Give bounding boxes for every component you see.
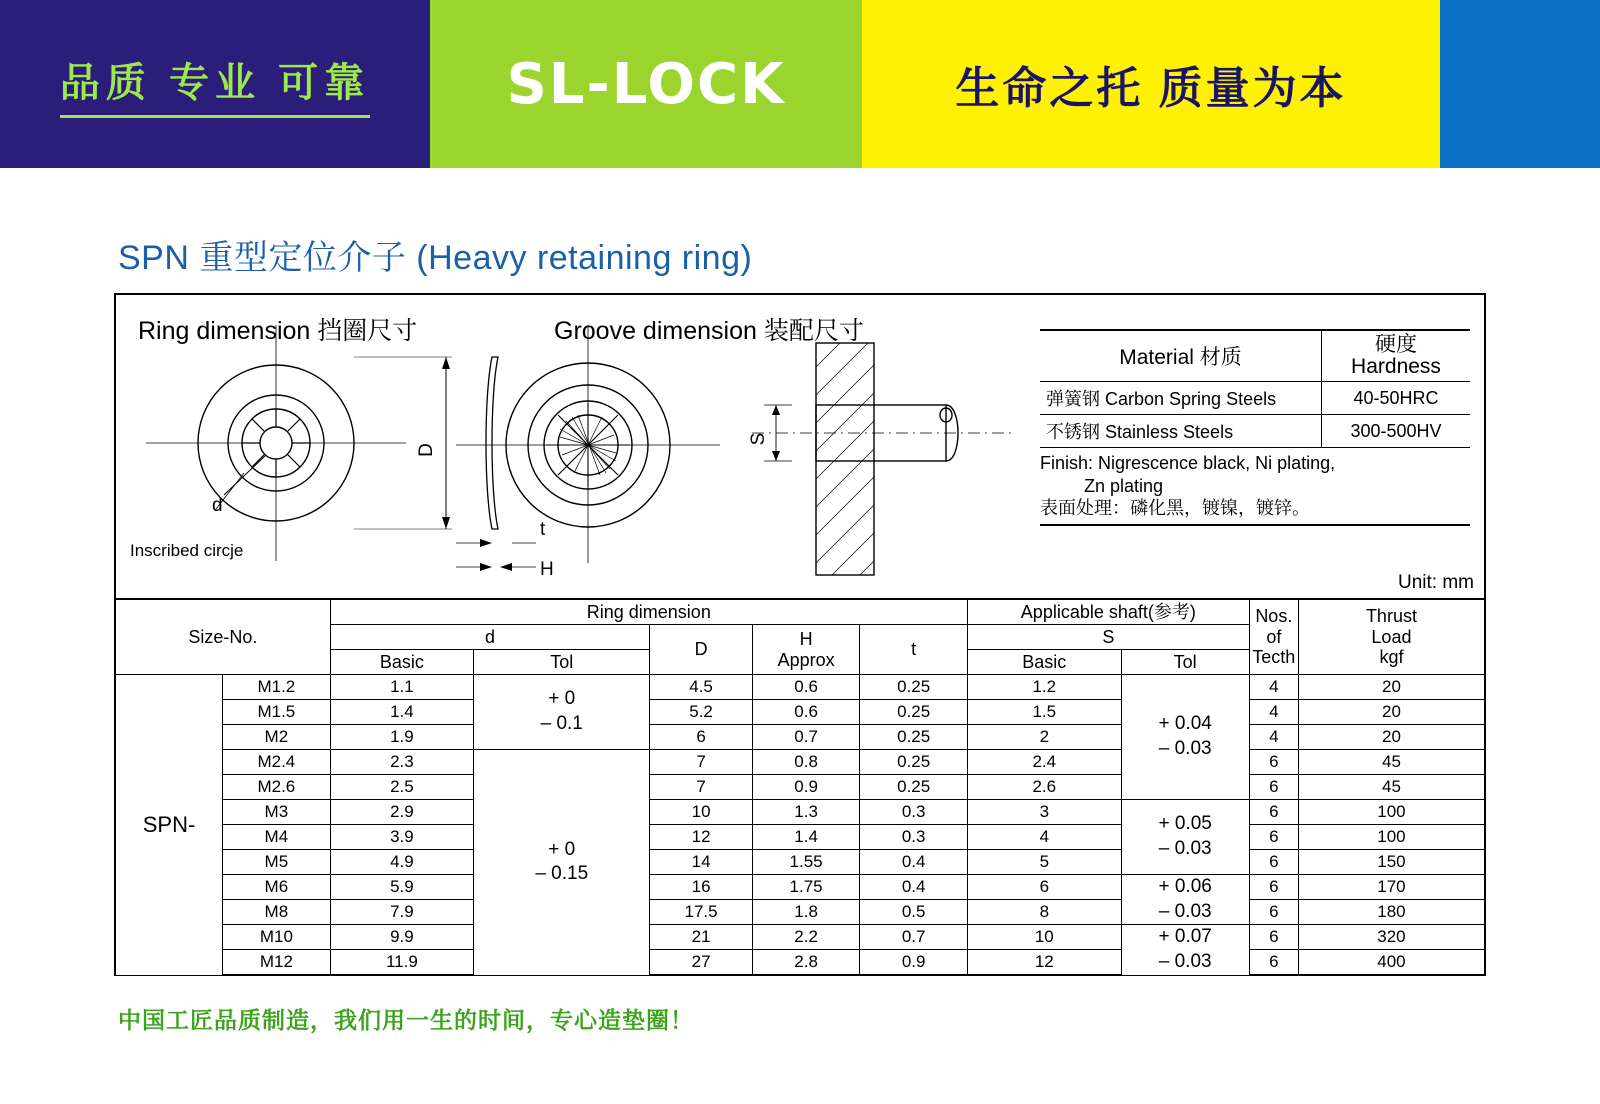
cell-s-basic: 1.2 bbox=[967, 675, 1121, 700]
cell-H: 0.6 bbox=[752, 700, 860, 725]
cell-teeth: 6 bbox=[1249, 825, 1298, 850]
material-name: 弹簧钢 Carbon Spring Steels bbox=[1040, 382, 1322, 415]
th-nos-of-teeth bbox=[1249, 599, 1298, 675]
cell-teeth: 6 bbox=[1249, 950, 1298, 976]
cell-d-tol bbox=[474, 675, 650, 750]
cell-s-basic: 1.5 bbox=[967, 700, 1121, 725]
cell-size: M10 bbox=[223, 925, 331, 950]
banner-segment-slogan-right bbox=[862, 0, 1440, 168]
cell-H: 0.8 bbox=[752, 750, 860, 775]
diagram-panel bbox=[114, 293, 1486, 598]
cell-s-basic: 12 bbox=[967, 950, 1121, 976]
banner-segment-brand bbox=[430, 0, 862, 168]
cell-d-basic: 11.9 bbox=[330, 950, 473, 976]
th-D: D bbox=[650, 625, 752, 675]
cell-d-basic: 1.4 bbox=[330, 700, 473, 725]
cell-size: M2.4 bbox=[223, 750, 331, 775]
cell-s-basic: 6 bbox=[967, 875, 1121, 900]
cell-t: 0.4 bbox=[860, 850, 968, 875]
label-d: d bbox=[212, 495, 223, 516]
table-row bbox=[115, 900, 1485, 925]
cell-D: 21 bbox=[650, 925, 752, 950]
th-thrust-load bbox=[1298, 599, 1485, 675]
inscribed-circle-label: Inscribed circje bbox=[130, 541, 244, 560]
cell-H: 1.75 bbox=[752, 875, 860, 900]
ring-dimension-heading: Ring dimension 挡圈尺寸 bbox=[138, 317, 418, 345]
s-tol-minus: – 0.03 bbox=[1158, 951, 1212, 973]
cell-s-basic: 3 bbox=[967, 800, 1121, 825]
cell-teeth: 6 bbox=[1249, 775, 1298, 800]
th-S: S bbox=[967, 625, 1249, 650]
cell-size: M5 bbox=[223, 850, 331, 875]
brand-logo-text: SL-LOCK bbox=[506, 51, 786, 117]
cell-s-basic: 2.4 bbox=[967, 750, 1121, 775]
finish-line-3: 表面处理：磷化黑，镀镍，镀锌。 bbox=[1040, 498, 1310, 519]
cell-size: M12 bbox=[223, 950, 331, 976]
cell-D: 12 bbox=[650, 825, 752, 850]
cell-H: 2.8 bbox=[752, 950, 860, 976]
th-H-main: H bbox=[799, 628, 813, 649]
cell-d-basic: 2.3 bbox=[330, 750, 473, 775]
groove-dimension-heading: Groove dimension 装配尺寸 bbox=[554, 317, 864, 345]
table-row bbox=[115, 850, 1485, 875]
th-nos-line1: Nos. bbox=[1255, 605, 1293, 626]
cell-teeth: 6 bbox=[1249, 925, 1298, 950]
cell-D: 5.2 bbox=[650, 700, 752, 725]
table-row bbox=[115, 775, 1485, 800]
cell-thrust: 150 bbox=[1298, 850, 1485, 875]
cell-H: 1.4 bbox=[752, 825, 860, 850]
th-nos-line2: of bbox=[1266, 626, 1282, 647]
hardness-header-en: Hardness bbox=[1351, 355, 1441, 379]
cell-thrust: 45 bbox=[1298, 750, 1485, 775]
th-size-no: Size-No. bbox=[115, 599, 330, 675]
cell-size: M6 bbox=[223, 875, 331, 900]
table-row bbox=[115, 750, 1485, 775]
table-row bbox=[115, 950, 1485, 976]
banner-segment-slogan-left bbox=[0, 0, 430, 168]
label-D: D bbox=[416, 443, 437, 457]
cell-d-basic: 4.9 bbox=[330, 850, 473, 875]
header-banner bbox=[0, 0, 1600, 168]
s-tol-plus: + 0.07 bbox=[1158, 926, 1212, 948]
cell-s-tol bbox=[1121, 675, 1249, 800]
cell-d-basic: 9.9 bbox=[330, 925, 473, 950]
cell-t: 0.9 bbox=[860, 950, 968, 976]
cell-d-basic: 5.9 bbox=[330, 875, 473, 900]
material-underline bbox=[1040, 520, 1470, 526]
slogan-left-text: 品质 专业 可靠 bbox=[60, 51, 370, 118]
d-tol-plus: + 0 bbox=[548, 688, 576, 710]
cell-t: 0.25 bbox=[860, 750, 968, 775]
cell-thrust: 320 bbox=[1298, 925, 1485, 950]
th-t: t bbox=[860, 625, 968, 675]
banner-segment-blue bbox=[1440, 0, 1600, 168]
finish-notes bbox=[1040, 448, 1470, 520]
th-thrust-line1: Thrust bbox=[1365, 605, 1417, 626]
label-t: t bbox=[540, 519, 546, 540]
s-tol-minus: – 0.03 bbox=[1158, 738, 1212, 759]
footer-slogan: 中国工匠品质制造，我们用一生的时间，专心造垫圈！ bbox=[118, 1007, 694, 1034]
s-tol-plus: + 0.06 bbox=[1158, 876, 1212, 897]
cell-thrust: 45 bbox=[1298, 775, 1485, 800]
slogan-right-text: 生命之托 质量为本 bbox=[955, 64, 1347, 113]
material-hardness: 300-500HV bbox=[1322, 415, 1471, 448]
cell-d-tol bbox=[474, 750, 650, 976]
cell-H: 1.3 bbox=[752, 800, 860, 825]
material-table bbox=[1040, 329, 1470, 526]
cell-size: M2.6 bbox=[223, 775, 331, 800]
cell-size: M4 bbox=[223, 825, 331, 850]
cell-teeth: 6 bbox=[1249, 800, 1298, 825]
cell-t: 0.25 bbox=[860, 675, 968, 700]
d-tol-minus: – 0.15 bbox=[535, 863, 589, 885]
hardness-header-cn: 硬度 bbox=[1375, 333, 1417, 356]
th-d-basic: Basic bbox=[330, 650, 473, 675]
cell-D: 14 bbox=[650, 850, 752, 875]
table-row bbox=[115, 800, 1485, 825]
th-d: d bbox=[330, 625, 650, 650]
cell-teeth: 6 bbox=[1249, 850, 1298, 875]
cell-thrust: 180 bbox=[1298, 900, 1485, 925]
th-s-tol: Tol bbox=[1121, 650, 1249, 675]
th-applicable-shaft: Applicable shaft(参考) bbox=[967, 599, 1249, 625]
cell-t: 0.25 bbox=[860, 700, 968, 725]
technical-drawings bbox=[116, 295, 1116, 600]
cell-d-basic: 2.9 bbox=[330, 800, 473, 825]
hardness-header-cell bbox=[1322, 330, 1471, 382]
th-s-basic: Basic bbox=[967, 650, 1121, 675]
cell-d-basic: 1.9 bbox=[330, 725, 473, 750]
s-tol-plus: + 0.05 bbox=[1158, 813, 1212, 835]
cell-s-basic: 4 bbox=[967, 825, 1121, 850]
cell-H: 0.6 bbox=[752, 675, 860, 700]
s-tol-minus: – 0.03 bbox=[1158, 838, 1212, 859]
cell-teeth: 6 bbox=[1249, 750, 1298, 775]
table-row bbox=[115, 825, 1485, 850]
unit-label: Unit: mm bbox=[1398, 572, 1474, 593]
material-header-cell: Material 材质 bbox=[1040, 330, 1322, 382]
cell-size: M8 bbox=[223, 900, 331, 925]
cell-d-basic: 3.9 bbox=[330, 825, 473, 850]
cell-D: 7 bbox=[650, 775, 752, 800]
label-H: H bbox=[540, 559, 554, 580]
cell-teeth: 4 bbox=[1249, 675, 1298, 700]
material-row bbox=[1040, 415, 1470, 448]
cell-D: 10 bbox=[650, 800, 752, 825]
cell-size: M2 bbox=[223, 725, 331, 750]
s-tol-minus: – 0.03 bbox=[1158, 900, 1212, 922]
table-row bbox=[115, 700, 1485, 725]
cell-t: 0.25 bbox=[860, 775, 968, 800]
table-row bbox=[115, 675, 1485, 700]
cell-t: 0.7 bbox=[860, 925, 968, 950]
specification-table bbox=[114, 598, 1486, 976]
d-tol-plus: + 0 bbox=[548, 838, 576, 860]
cell-D: 16 bbox=[650, 875, 752, 900]
cell-s-basic: 10 bbox=[967, 925, 1121, 950]
cell-t: 0.3 bbox=[860, 825, 968, 850]
material-row bbox=[1040, 382, 1470, 415]
cell-s-tol bbox=[1121, 875, 1249, 925]
cell-d-basic: 2.5 bbox=[330, 775, 473, 800]
cell-size: M3 bbox=[223, 800, 331, 825]
cell-t: 0.4 bbox=[860, 875, 968, 900]
cell-s-basic: 8 bbox=[967, 900, 1121, 925]
cell-teeth: 6 bbox=[1249, 875, 1298, 900]
s-tol-plus: + 0.04 bbox=[1158, 713, 1212, 735]
cell-s-basic: 5 bbox=[967, 850, 1121, 875]
th-ring-dimension: Ring dimension bbox=[330, 599, 967, 625]
cell-thrust: 400 bbox=[1298, 950, 1485, 976]
material-hardness: 40-50HRC bbox=[1322, 382, 1471, 415]
cell-thrust: 20 bbox=[1298, 700, 1485, 725]
page-title: SPN 重型定位介子 (Heavy retaining ring) bbox=[118, 239, 753, 277]
cell-D: 7 bbox=[650, 750, 752, 775]
cell-s-basic: 2.6 bbox=[967, 775, 1121, 800]
cell-D: 4.5 bbox=[650, 675, 752, 700]
cell-d-basic: 1.1 bbox=[330, 675, 473, 700]
cell-teeth: 4 bbox=[1249, 700, 1298, 725]
cell-d-basic: 7.9 bbox=[330, 900, 473, 925]
cell-s-tol bbox=[1121, 925, 1249, 976]
cell-teeth: 6 bbox=[1249, 900, 1298, 925]
cell-H: 2.2 bbox=[752, 925, 860, 950]
th-thrust-line2: Load bbox=[1371, 626, 1412, 647]
cell-thrust: 20 bbox=[1298, 725, 1485, 750]
cell-H: 1.55 bbox=[752, 850, 860, 875]
cell-s-basic: 2 bbox=[967, 725, 1121, 750]
series-label: SPN- bbox=[115, 675, 223, 976]
cell-thrust: 170 bbox=[1298, 875, 1485, 900]
cell-t: 0.5 bbox=[860, 900, 968, 925]
th-thrust-line3: kgf bbox=[1379, 647, 1404, 668]
th-d-tol: Tol bbox=[474, 650, 650, 675]
cell-thrust: 20 bbox=[1298, 675, 1485, 700]
table-row bbox=[115, 725, 1485, 750]
cell-size: M1.2 bbox=[223, 675, 331, 700]
cell-D: 6 bbox=[650, 725, 752, 750]
cell-H: 0.9 bbox=[752, 775, 860, 800]
cell-H: 1.8 bbox=[752, 900, 860, 925]
finish-line-2: Zn plating bbox=[1084, 475, 1164, 496]
cell-s-tol bbox=[1121, 800, 1249, 875]
cell-t: 0.3 bbox=[860, 800, 968, 825]
th-nos-line3: Tecth bbox=[1252, 647, 1296, 668]
cell-size: M1.5 bbox=[223, 700, 331, 725]
th-H-sub: Approx bbox=[777, 649, 835, 670]
th-H bbox=[752, 625, 860, 675]
table-row bbox=[115, 875, 1485, 900]
label-S: S bbox=[748, 432, 769, 446]
table-row bbox=[115, 925, 1485, 950]
cell-thrust: 100 bbox=[1298, 825, 1485, 850]
cell-thrust: 100 bbox=[1298, 800, 1485, 825]
material-name: 不锈钢 Stainless Steels bbox=[1040, 415, 1322, 448]
cell-teeth: 4 bbox=[1249, 725, 1298, 750]
d-tol-minus: – 0.1 bbox=[540, 713, 583, 734]
cell-D: 27 bbox=[650, 950, 752, 976]
cell-H: 0.7 bbox=[752, 725, 860, 750]
cell-t: 0.25 bbox=[860, 725, 968, 750]
cell-D: 17.5 bbox=[650, 900, 752, 925]
finish-line-1: Finish: Nigrescence black, Ni plating, bbox=[1040, 453, 1336, 474]
